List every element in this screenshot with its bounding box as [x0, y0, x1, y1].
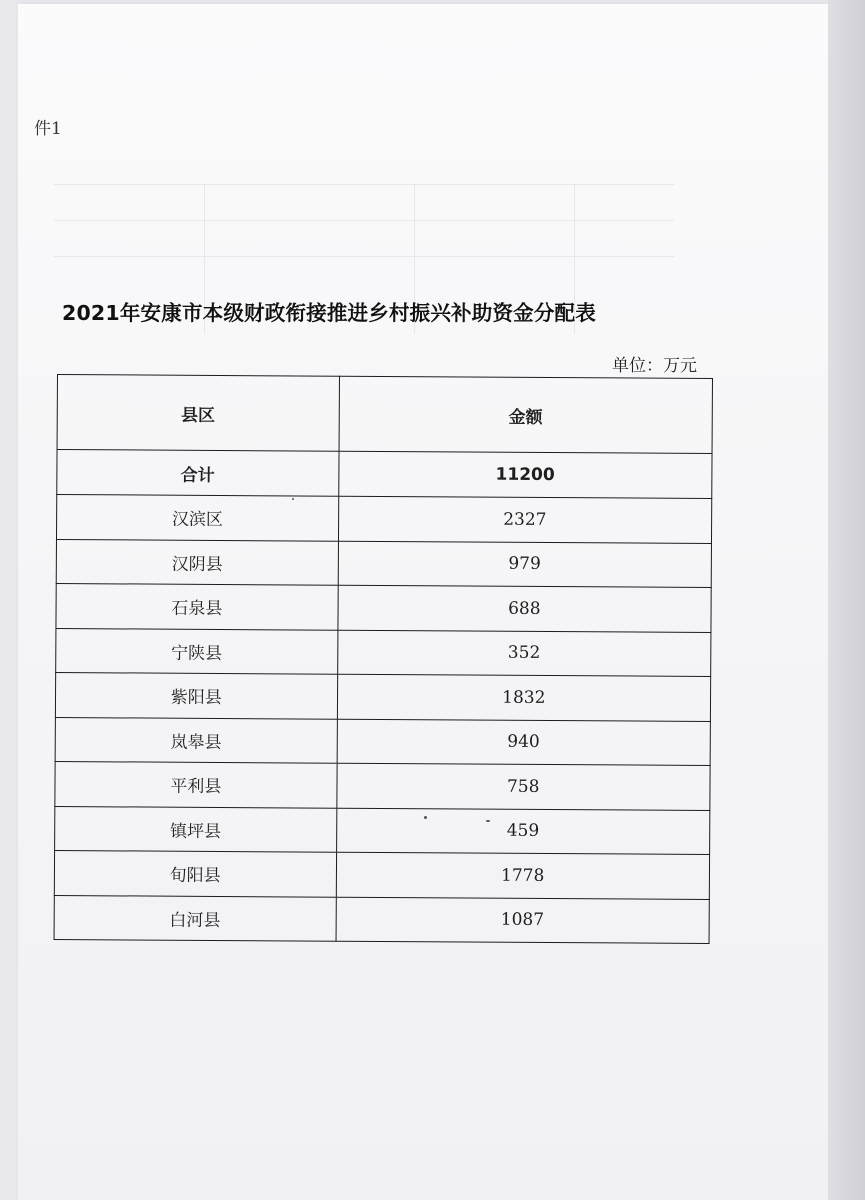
county-cell: 白河县 [54, 895, 336, 941]
table-row [55, 761, 710, 810]
county-cell: 石泉县 [56, 583, 338, 629]
county-cell: 汉滨区 [56, 495, 338, 541]
scan-speck [292, 498, 294, 500]
table-row [55, 806, 710, 855]
amount-cell: 1832 [337, 674, 711, 721]
table-row [54, 895, 709, 944]
table-row [55, 672, 710, 721]
amount-cell: 688 [337, 585, 711, 632]
amount-cell: 352 [337, 630, 711, 677]
table-row [56, 628, 711, 677]
table-row [56, 495, 711, 544]
allocation-table [54, 374, 713, 944]
scan-speck [486, 820, 490, 822]
county-cell: 平利县 [55, 761, 337, 807]
total-label: 合计 [57, 450, 339, 497]
table-row [54, 850, 709, 899]
county-cell: 旬阳县 [54, 850, 336, 896]
amount-cell: 1778 [336, 852, 710, 899]
amount-cell: 940 [337, 719, 711, 766]
header-county: 县区 [57, 375, 339, 452]
total-amount: 11200 [338, 451, 712, 498]
amount-cell: 2327 [338, 496, 712, 543]
document-title: 2021年安康市本级财政衔接推进乡村振兴补助资金分配表 [62, 301, 596, 325]
amount-cell: 459 [336, 808, 710, 855]
amount-cell: 979 [338, 541, 712, 588]
table-row [56, 539, 711, 588]
bleed-through-table [54, 184, 674, 364]
table-row [56, 583, 711, 632]
county-cell: 汉阴县 [56, 539, 338, 585]
amount-cell: 1087 [336, 897, 710, 944]
scan-margin [828, 0, 865, 1200]
annex-label: 件1 [34, 119, 62, 139]
total-row [57, 450, 712, 499]
header-amount: 金额 [339, 376, 713, 453]
county-cell: 镇坪县 [55, 806, 337, 852]
amount-cell: 758 [336, 763, 710, 810]
table-header-row [57, 375, 712, 454]
table-row [55, 717, 710, 766]
unit-label: 单位：万元 [612, 356, 697, 376]
county-cell: 岚皋县 [55, 717, 337, 763]
scan-speck [424, 816, 427, 819]
county-cell: 紫阳县 [55, 672, 337, 718]
county-cell: 宁陕县 [56, 628, 338, 674]
